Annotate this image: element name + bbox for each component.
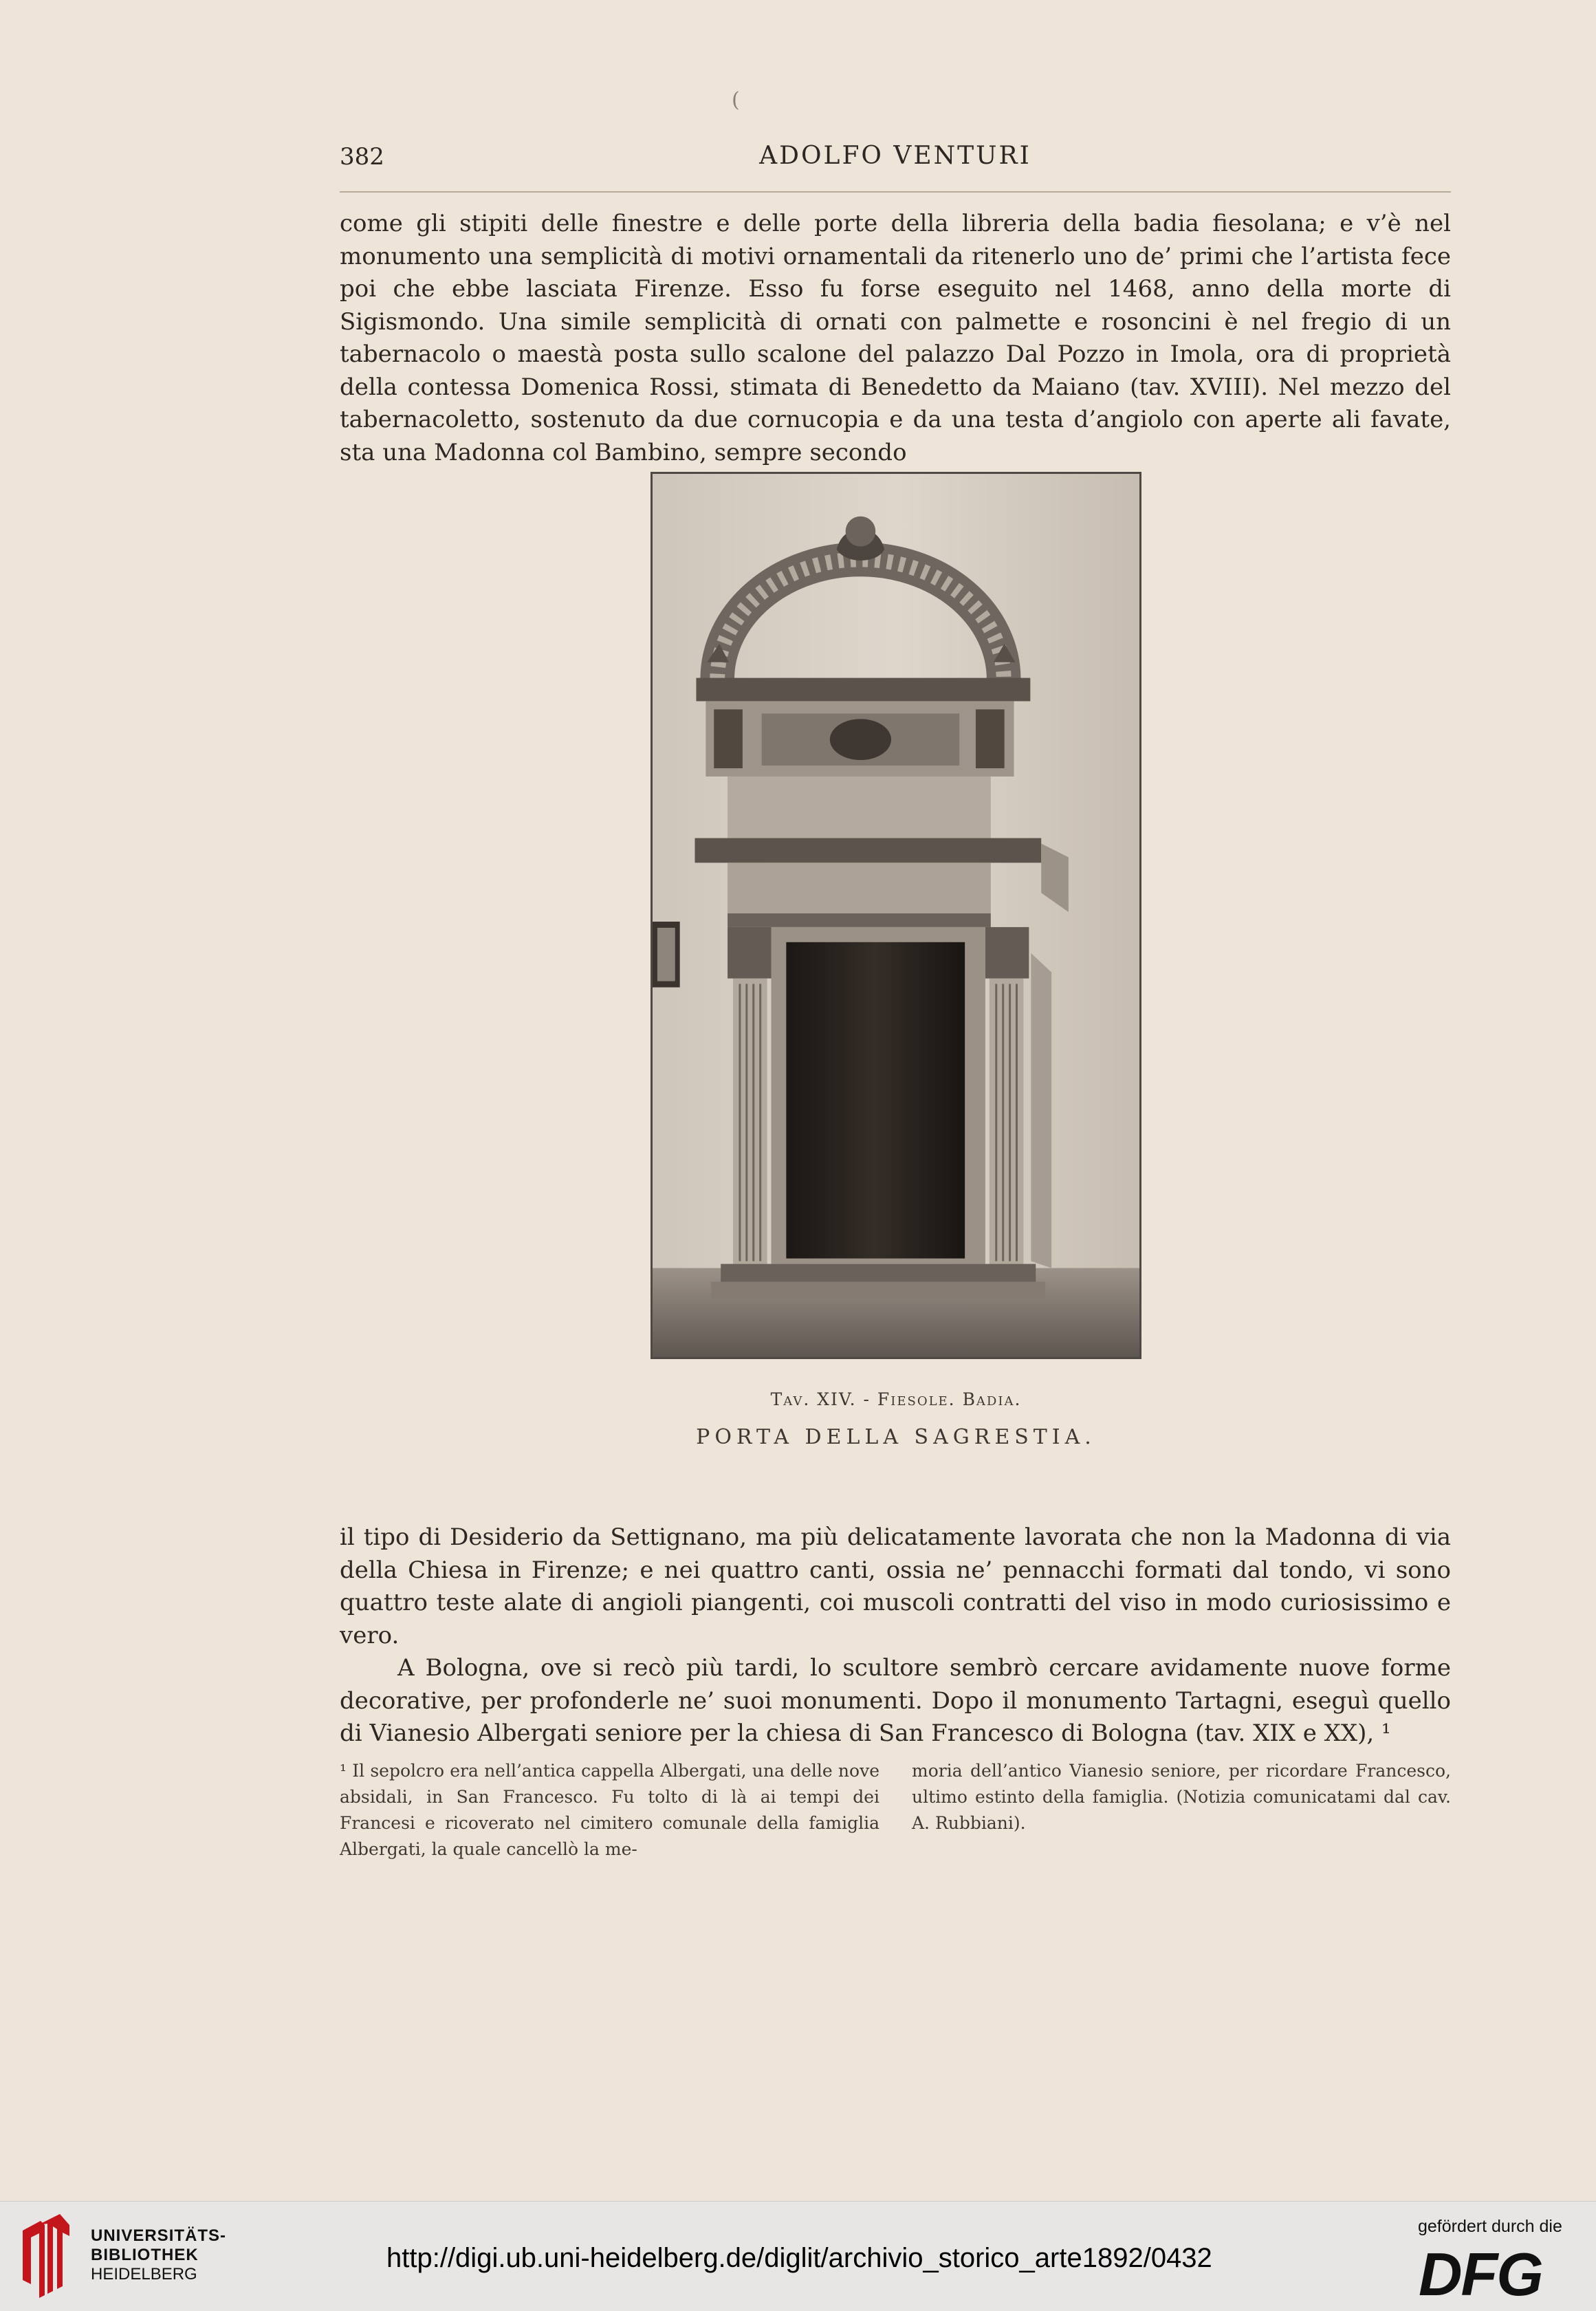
university-library-label (91, 2226, 226, 2284)
library-line-2: BIBLIOTHEK (91, 2246, 199, 2264)
lower-text-block (340, 1521, 1451, 1750)
university-library-logo-icon (17, 2214, 69, 2298)
figure-plate-caption: Tav. XIV. - Fiesole. Badia. (770, 1389, 1022, 1409)
footnote-left-column (340, 1758, 879, 1863)
footnote-right-text: moria dell’antico Vianesio seniore, per ricordare Francesco, ultimo estinto della famiglia. (Notizia comunicatami dal cav. A. Rubbiani). (912, 1761, 1451, 1833)
body-paragraph-2: A Bologna, ove si recò più tardi, lo scultore sembrò cercare avidamente nuove forme decorative, per profonderle ne’ suoi monumenti. Dopo il monumento Tartagni, eseguì quello di Vianesio Albergati seniore per la chiesa di San Francesco di Bologna (tav. XIX e XX), ¹ (340, 1654, 1451, 1747)
running-title: ADOLFO VENTURI (759, 142, 1031, 170)
library-line-1: UNIVERSITÄTS- (91, 2226, 227, 2245)
dfg-logo: DFG (1419, 2240, 1542, 2308)
page-number: 382 (340, 143, 384, 171)
body-paragraph-1: il tipo di Desiderio da Settignano, ma più delicatamente lavorata che non la Madonna di via della Chiesa in Firenze; e nei quattro canti, ossia ne’ pennacchi formati dal tondo, vi sono quattro teste alate di angioli piangenti, coi muscoli contratti del viso in modo curiosissimo e vero. (340, 1523, 1451, 1649)
library-line-3: HEIDELBERG (91, 2265, 197, 2283)
funded-by-label: gefördert durch die (1418, 2217, 1562, 2236)
source-url-link[interactable]: http://digi.ub.uni-heidelberg.de/diglit/archivio_storico_arte1892/0432 (386, 2243, 1212, 2273)
upper-text-block (340, 208, 1451, 469)
footnote-left-text: ¹ Il sepolcro era nell’antica cappella Albergati, una delle nove absidali, in San Francesco. Fu tolto di là ai tempi dei Francesi e ricoverato nel cimitero comunale della famiglia Albergati, la quale cancellò la me- (340, 1761, 879, 1859)
doorway-photograph-drawing (653, 474, 1139, 1357)
footnote-right-column (912, 1758, 1451, 1836)
doorway-photograph (651, 472, 1141, 1359)
page-header (340, 138, 1451, 193)
digitization-footer (0, 2201, 1596, 2311)
body-paragraph: come gli stipiti delle finestre e delle porte della libreria della badia fiesolana; e v’è nel monumento una semplicità di motivi ornamentali da ritenerlo uno de’ primi che l’artista fece poi che ebbe lasciata Firenze. Esso fu forse eseguito nel 1468, anno della morte di Sigismondo. Una simile semplicità di ornati con palmette e rosoncini è nel fregio di un tabernacolo o maestà posta sullo scalone del palazzo Dal Pozzo in Imola, ora di proprietà della contessa Domenica Rossi, stimata di Benedetto da Maiano (tav. XVIII). Nel mezzo del tabernacoletto, sostenuto da due cornucopia e da una testa d’angiolo con aperte ali favate, sta una Madonna col Bambino, sempre secondo (340, 210, 1451, 466)
page-mark: ( (732, 88, 740, 112)
figure-title-caption: PORTA DELLA SAGRESTIA. (696, 1425, 1096, 1449)
